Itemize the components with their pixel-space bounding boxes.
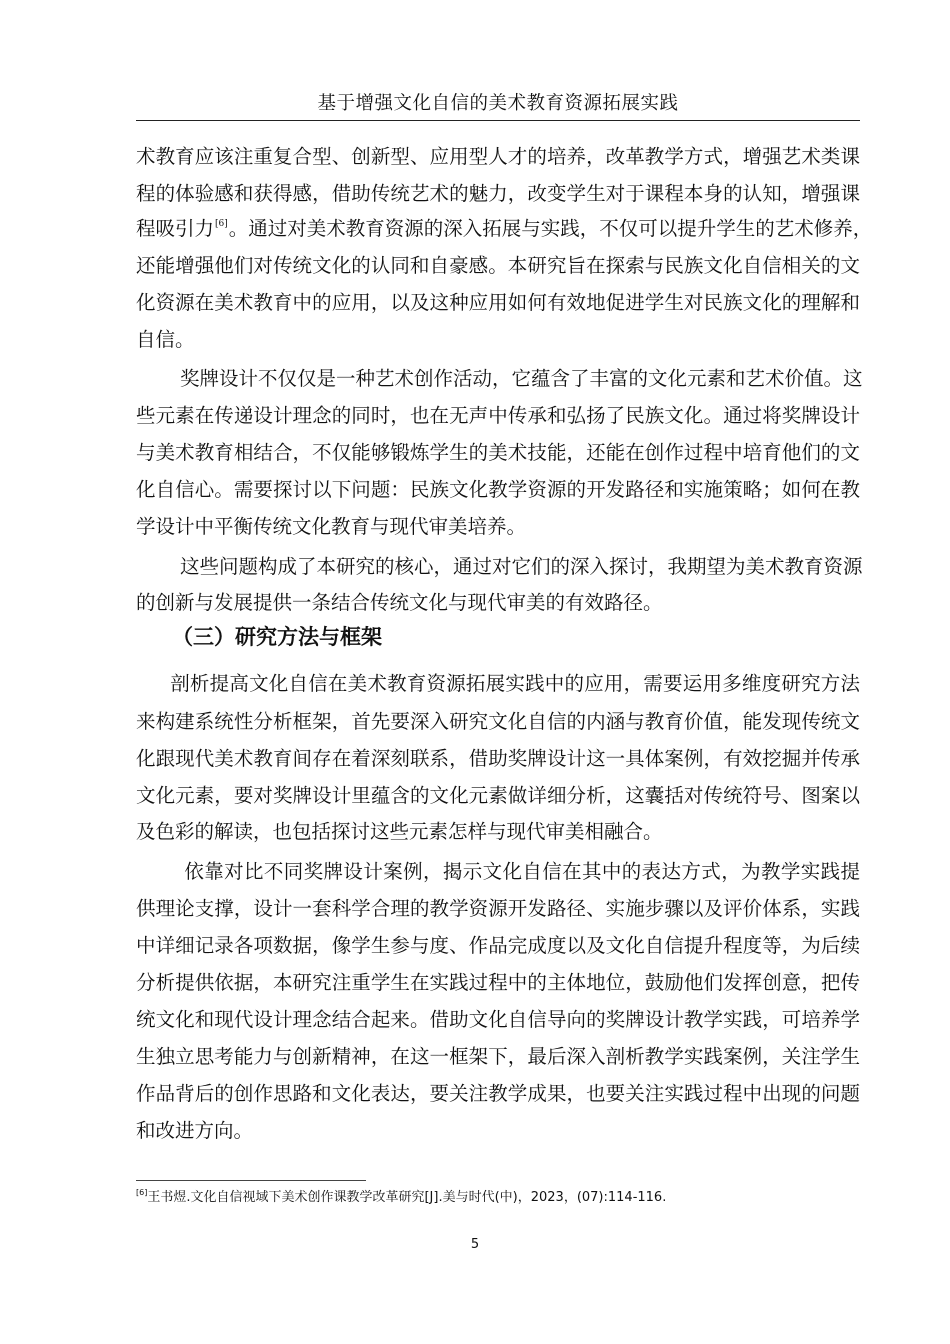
body-text-fragment: 程吸引力 xyxy=(136,217,215,240)
body-text-line: 化自信心。需要探讨以下问题：民族文化教学资源的开发路径和实施策略；如何在教 xyxy=(136,478,860,501)
citation-marker: [6] xyxy=(215,219,228,229)
footnote-marker: [6] xyxy=(136,1188,148,1197)
body-text-line: 来构建系统性分析框架，首先要深入研究文化自信的内涵与教育价值，能发现传统文 xyxy=(136,710,860,733)
body-text-fragment: 。通过对美术教育资源的深入拓展与实践，不仅可以提升学生的艺术修养， xyxy=(228,217,873,240)
body-text-line: 生独立思考能力与创新精神，在这一框架下，最后深入剖析教学实践案例，关注学生 xyxy=(136,1045,860,1068)
body-text-line: 统文化和现代设计理念结合起来。借助文化自信导向的奖牌设计教学实践，可培养学 xyxy=(136,1008,860,1031)
body-text-fragment: 剖析提高文化自信在美术教育资源拓展实践中的应用，需要运用多维度研究方法 xyxy=(170,672,860,695)
footnote-text: 王书煜.文化自信视域下美术创作课教学改革研究[J].美与时代(中)，2023，(07):114-116. xyxy=(147,1190,667,1205)
body-text-line: 学设计中平衡传统文化教育与现代审美培养。 xyxy=(136,515,527,538)
body-text-line xyxy=(136,215,873,243)
body-text-fragment: 这些问题构成了本研究的核心，通过对它们的深入探讨，我期望为美术教育资源 xyxy=(180,555,863,578)
body-text-line: 中详细记录各项数据，像学生参与度、作品完成度以及文化自信提升程度等，为后续 xyxy=(136,934,860,957)
body-text-line: 及色彩的解读，也包括探讨这些元素怎样与现代审美相融合。 xyxy=(136,820,663,843)
body-text-line: 与美术教育相结合，不仅能够锻炼学生的美术技能，还能在创作过程中培育他们的文 xyxy=(136,441,860,464)
body-text-line: 文化元素，要对奖牌设计里蕴含的文化元素做详细分析，这囊括对传统符号、图案以 xyxy=(136,784,860,807)
body-text-line: 自信。 xyxy=(136,328,195,351)
body-text-fragment: 依靠对比不同奖牌设计案例，揭示文化自信在其中的表达方式，为教学实践提 xyxy=(184,860,860,883)
footnote xyxy=(136,1189,666,1207)
body-text-line: 作品背后的创作思路和文化表达，要关注教学成果，也要关注实践过程中出现的问题 xyxy=(136,1082,860,1105)
section-heading: （三）研究方法与框架 xyxy=(172,625,382,649)
body-text-line: 供理论支撑，设计一套科学合理的教学资源开发路径、实施步骤以及评价体系，实践 xyxy=(136,897,860,920)
body-text-line: 的创新与发展提供一条结合传统文化与现代审美的有效路径。 xyxy=(136,591,663,614)
body-text-line xyxy=(136,365,863,393)
body-text-line: 分析提供依据，本研究注重学生在实践过程中的主体地位，鼓励他们发挥创意，把传 xyxy=(136,971,860,994)
body-text-line: 化跟现代美术教育间存在着深刻联系，借助奖牌设计这一具体案例，有效挖掘并传承 xyxy=(136,747,860,770)
running-header: 基于增强文化自信的美术教育资源拓展实践 xyxy=(317,93,679,114)
body-text-line xyxy=(136,858,860,886)
body-text-line xyxy=(136,553,863,581)
body-text-line: 化资源在美术教育中的应用，以及这种应用如何有效地促进学生对民族文化的理解和 xyxy=(136,291,860,314)
body-text-line: 和改进方向。 xyxy=(136,1119,254,1142)
body-text-line: 术教育应该注重复合型、创新型、应用型人才的培养，改革教学方式，增强艺术类课 xyxy=(136,145,860,168)
body-text-line: 程的体验感和获得感，借助传统艺术的魅力，改变学生对于课程本身的认知，增强课 xyxy=(136,182,860,205)
header-divider xyxy=(136,120,860,121)
body-text-line: 还能增强他们对传统文化的认同和自豪感。本研究旨在探索与民族文化自信相关的文 xyxy=(136,254,860,277)
body-text-fragment: 奖牌设计不仅仅是一种艺术创作活动，它蕴含了丰富的文化元素和艺术价值。这 xyxy=(180,367,863,390)
body-text-line xyxy=(136,670,860,698)
footnote-divider xyxy=(136,1180,366,1181)
page-number: 5 xyxy=(470,1237,480,1252)
body-text-line: 些元素在传递设计理念的同时，也在无声中传承和弘扬了民族文化。通过将奖牌设计 xyxy=(136,404,860,427)
